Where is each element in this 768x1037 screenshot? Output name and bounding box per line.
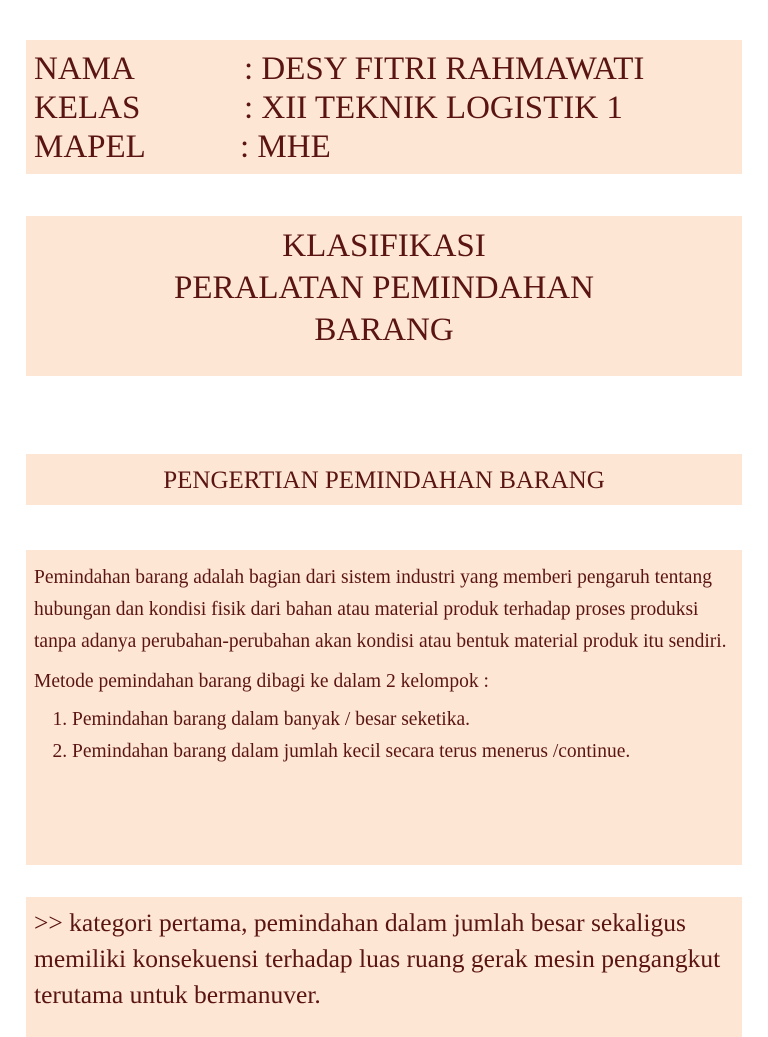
method-item-2: 2. Pemindahan barang dalam jumlah kecil secara terus menerus /continue. — [72, 736, 734, 768]
kelas-label: KELAS — [34, 90, 141, 126]
category-box — [26, 897, 742, 1037]
mapel-value: : MHE — [240, 129, 331, 165]
nama-value: : DESY FITRI RAHMAWATI — [244, 51, 645, 87]
section-heading-box — [26, 454, 742, 505]
title-line-2: PERALATAN PEMINDAHAN — [174, 270, 594, 306]
definition-paragraph: Pemindahan barang adalah bagian dari sistem industri yang memberi pengaruh tentang hubungan dan kondisi fisik dari bahan atau material produk terhadap proses produksi tanpa adanya perubahan-perubahan akan kondisi atau bentuk material produk itu sendiri. — [34, 567, 727, 652]
document-title-box — [26, 216, 742, 376]
method-intro: Metode pemindahan barang dibagi ke dalam 2 kelompok : — [34, 671, 489, 692]
mapel-label: MAPEL — [34, 129, 146, 165]
identity-row-nama — [26, 50, 742, 89]
section-heading: PENGERTIAN PEMINDAHAN BARANG — [163, 467, 605, 494]
identity-row-kelas — [26, 89, 742, 128]
title-line-3: BARANG — [314, 312, 454, 348]
nama-label: NAMA — [34, 51, 135, 87]
method-list — [34, 704, 734, 768]
identity-row-mapel — [26, 128, 742, 167]
student-identity-box — [26, 40, 742, 174]
method-item-1: 1. Pemindahan barang dalam banyak / besar seketika. — [72, 704, 734, 736]
title-line-1: KLASIFIKASI — [282, 228, 486, 264]
kelas-value: : XII TEKNIK LOGISTIK 1 — [244, 90, 623, 126]
definition-box — [26, 550, 742, 865]
category-text: >> kategori pertama, pemindahan dalam jumlah besar sekaligus memiliki konsekuensi terhadap luas ruang gerak mesin pengangkut terutama untuk bermanuver. — [34, 908, 721, 1009]
